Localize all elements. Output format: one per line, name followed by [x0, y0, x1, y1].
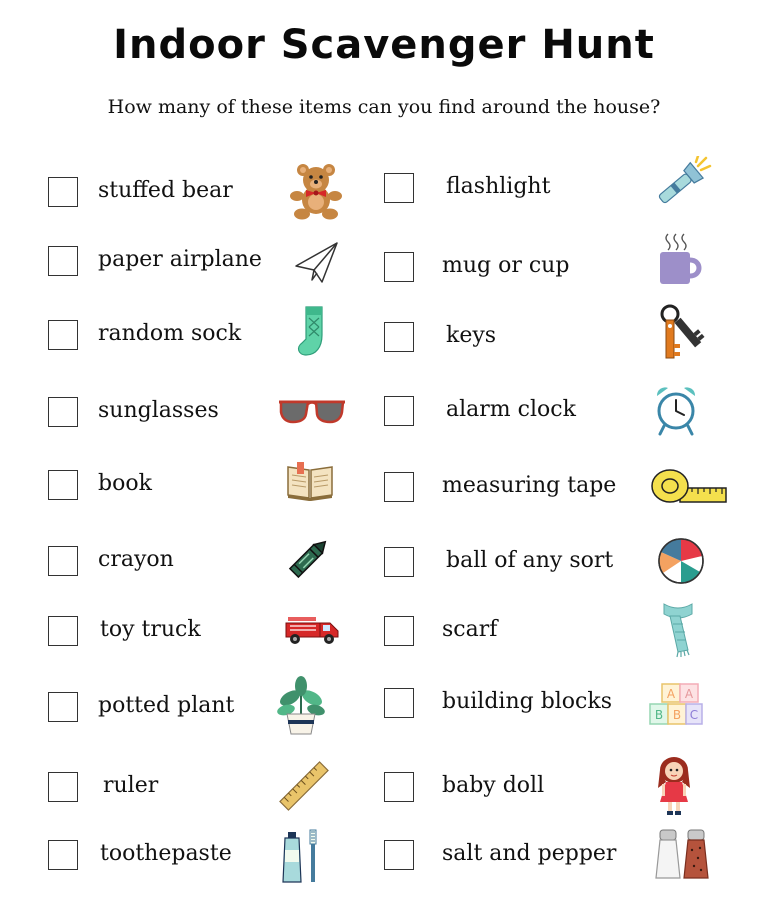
list-item [384, 768, 644, 808]
checkbox[interactable] [48, 616, 78, 646]
checkbox[interactable] [384, 616, 414, 646]
checkbox[interactable] [48, 692, 78, 722]
sock-icon [294, 305, 330, 357]
paper-airplane-icon [292, 240, 340, 286]
list-item [384, 836, 644, 876]
item-label: mug or cup [442, 253, 570, 278]
ruler-icon [278, 760, 330, 812]
checkbox[interactable] [384, 396, 414, 426]
measuring-tape-icon [650, 466, 728, 508]
list-item [384, 392, 644, 432]
mug-icon [654, 232, 704, 288]
item-label: ruler [103, 773, 159, 798]
item-label: salt and pepper [442, 841, 617, 866]
building-blocks-icon [648, 682, 704, 728]
list-item [384, 612, 644, 652]
svg-text:C: C [689, 708, 699, 722]
teddy-bear-icon [288, 162, 344, 220]
beach-ball-icon [656, 536, 706, 586]
list-item [384, 169, 644, 209]
checkbox[interactable] [384, 772, 414, 802]
item-label: toothepaste [100, 841, 232, 866]
item-label: alarm clock [446, 397, 576, 422]
list-item [384, 318, 644, 358]
item-label: random sock [98, 321, 242, 346]
keys-icon [654, 304, 706, 364]
item-label: keys [446, 323, 497, 348]
checkbox[interactable] [48, 470, 78, 500]
page-title: Indoor Scavenger Hunt [113, 22, 655, 68]
list-item [384, 543, 644, 583]
checkbox[interactable] [384, 688, 414, 718]
list-item [384, 468, 644, 508]
checkbox[interactable] [384, 547, 414, 577]
item-label: book [98, 471, 152, 496]
item-label: scarf [442, 617, 498, 642]
item-label: flashlight [446, 174, 551, 199]
checkbox[interactable] [384, 322, 414, 352]
flashlight-icon [654, 156, 712, 208]
checkbox[interactable] [48, 320, 78, 350]
item-label: ball of any sort [446, 548, 614, 573]
item-label: stuffed bear [98, 178, 233, 203]
alarm-clock-icon [654, 384, 698, 438]
book-icon [285, 461, 335, 501]
list-item [384, 248, 644, 288]
svg-text:B: B [654, 708, 664, 722]
checkbox[interactable] [48, 772, 78, 802]
item-label: baby doll [442, 773, 545, 798]
checkbox[interactable] [384, 840, 414, 870]
potted-plant-icon [276, 676, 326, 736]
svg-text:A: A [666, 687, 676, 701]
page-subtitle: How many of these items can you find around the house? [107, 96, 661, 118]
list-item [384, 684, 644, 724]
item-label: building blocks [442, 689, 612, 714]
item-label: potted plant [98, 693, 235, 718]
checkbox[interactable] [384, 252, 414, 282]
toothpaste-icon [282, 828, 322, 884]
checkbox[interactable] [384, 472, 414, 502]
svg-text:A: A [684, 687, 694, 701]
item-label: crayon [98, 547, 174, 572]
item-label: measuring tape [442, 473, 617, 498]
checkbox[interactable] [48, 546, 78, 576]
svg-text:B: B [672, 708, 682, 722]
scarf-icon [658, 600, 698, 658]
item-label: paper airplane [98, 247, 262, 272]
salt-pepper-shakers-icon [654, 828, 712, 882]
sunglasses-icon [277, 396, 347, 426]
checkbox[interactable] [48, 246, 78, 276]
checkbox[interactable] [48, 840, 78, 870]
checkbox[interactable] [384, 173, 414, 203]
crayon-icon [284, 533, 334, 583]
baby-doll-icon [654, 754, 694, 816]
item-label: toy truck [100, 617, 201, 642]
toy-truck-icon [284, 614, 340, 646]
item-label: sunglasses [98, 398, 219, 423]
checkbox[interactable] [48, 397, 78, 427]
checkbox[interactable] [48, 177, 78, 207]
